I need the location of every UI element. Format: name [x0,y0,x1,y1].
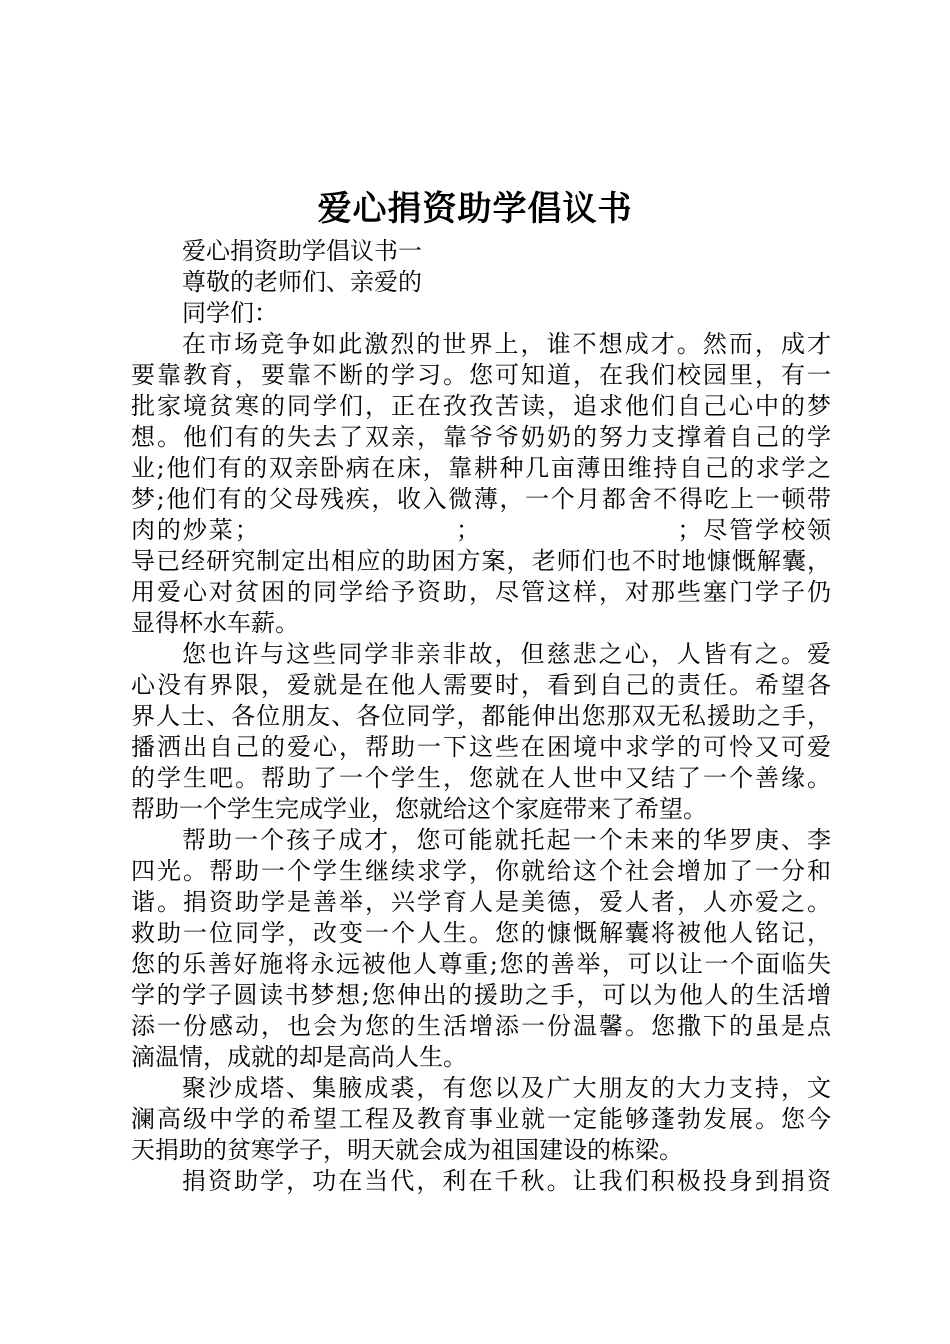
text-line: 要靠教育，要靠不断的学习。您可知道，在我们校园里，有一 [131,361,831,389]
text-line: 播洒出自己的爱心，帮助一下这些在困境中求学的可怜又可爱 [131,733,831,761]
document-title: 爱心捐资助学倡议书 [317,189,633,229]
text-line: 同学们： [182,299,278,327]
text-line: 四光。帮助一个学生继续求学，你就给这个社会增加了一分和 [131,857,831,885]
text-line: 导已经研究制定出相应的助困方案，老师们也不时地慷慨解囊， [131,547,831,575]
text-line: 捐资助学，功在当代，利在千秋。让我们积极投身到捐资 [182,1167,831,1195]
text-line: 尊敬的老师们、亲爱的 [182,268,422,296]
text-line: 谐。捐资助学是善举，兴学育人是美德，爱人者，人亦爱之。 [131,888,831,916]
text-line: 聚沙成塔、集腋成裘，有您以及广大朋友的大力支持，文 [182,1074,831,1102]
text-line: 帮助一个孩子成才，您可能就托起一个未来的华罗庚、李 [182,826,831,854]
text-line: 救助一位同学，改变一个人生。您的慷慨解囊将被他人铭记， [131,919,831,947]
text-line: 的学生吧。帮助了一个学生，您就在人世中又结了一个善缘。 [131,764,831,792]
text-line: 想。他们有的失去了双亲，靠爷爷奶奶的努力支撑着自己的学 [131,423,831,451]
text-line: 界人士、各位朋友、各位同学，都能伸出您那双无私援助之手， [131,702,831,730]
text-line: 澜高级中学的希望工程及教育事业就一定能够蓬勃发展。您今 [131,1105,831,1133]
text-line: 您也许与这些同学非亲非故，但慈悲之心，人皆有之。爱 [182,640,831,668]
text-line: 心没有界限，爱就是在他人需要时，看到自己的责任。希望各 [131,671,831,699]
text-line: 业;他们有的双亲卧病在床，靠耕种几亩薄田维持自己的求学之 [131,454,831,482]
text-line: 批家境贫寒的同学们，正在孜孜苦读，追求他们自己心中的梦 [131,392,831,420]
text-line: 添一份感动，也会为您的生活增添一份温馨。您撒下的虽是点 [131,1012,831,1040]
text-line: 爱心捐资助学倡议书一 [182,237,422,265]
text-line: 滴温情，成就的却是高尚人生。 [131,1043,467,1071]
text-line: 帮助一个学生完成学业，您就给这个家庭带来了希望。 [131,795,707,823]
text-line: 学的学子圆读书梦想;您伸出的援助之手，可以为他人的生活增 [131,981,831,1009]
text-line: 显得杯水车薪。 [131,609,299,637]
text-line: 天捐助的贫寒学子，明天就会成为祖国建设的栋梁。 [131,1136,683,1164]
text-line: 梦;他们有的父母残疾，收入微薄，一个月都舍不得吃上一顿带 [131,485,831,513]
text-line: 肉的炒菜； ； ；尽管学校领 [131,516,831,544]
text-line: 在市场竞争如此激烈的世界上，谁不想成才。然而，成才 [182,330,831,358]
text-line: 您的乐善好施将永远被他人尊重;您的善举，可以让一个面临失 [131,950,831,978]
text-line: 用爱心对贫困的同学给予资助，尽管这样，对那些塞门学子仍 [131,578,831,606]
